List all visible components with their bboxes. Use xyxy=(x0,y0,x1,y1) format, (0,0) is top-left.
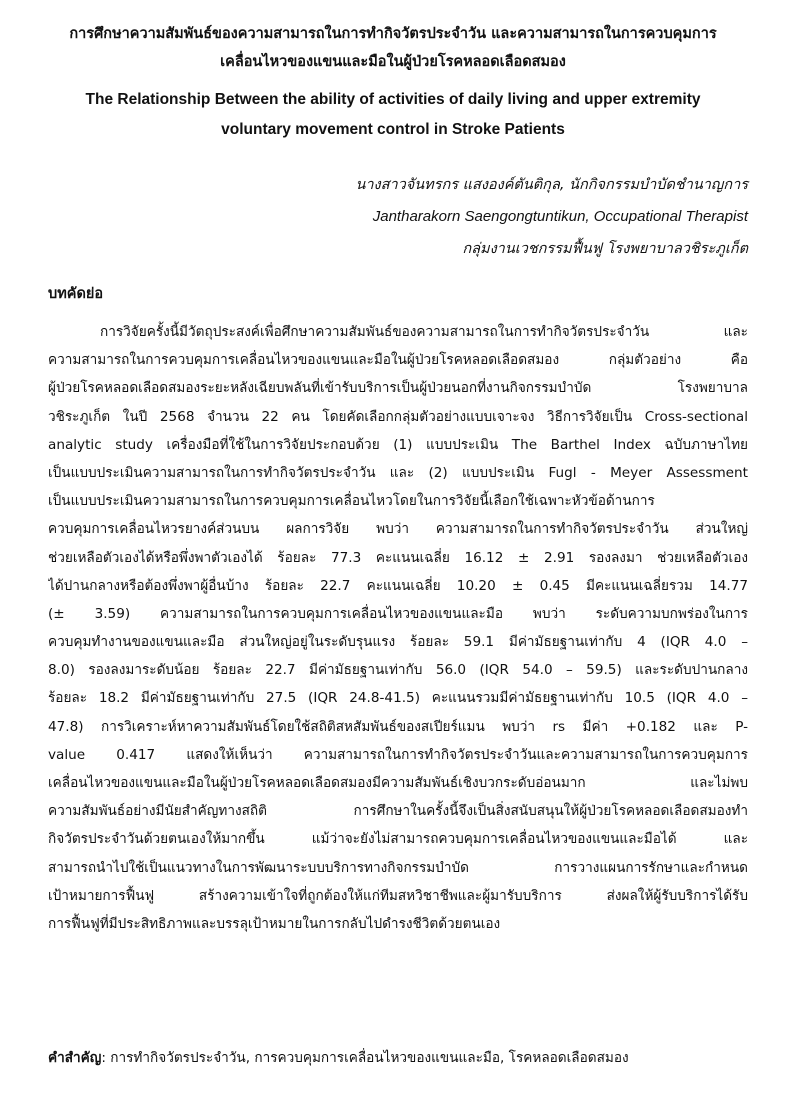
abstract-line: ร้อยละ 18.2 มีค่ามัธยฐานเท่ากับ 27.5 (IQR 24.8-41.5) คะแนนรวมมีค่ามัธยฐานเท่ากับ 10.5 (IQR 4.0 – xyxy=(48,690,748,707)
abstract-line: analytic study เครื่องมือที่ใช้ในการวิจัยประกอบด้วย (1) แบบประเมิน The Barthel Index ฉบับภาษาไทย xyxy=(48,436,748,453)
abstract-line: ควบคุมทำงานของแขนและมือ ส่วนใหญ่อยู่ในระดับรุนแรง ร้อยละ 59.1 มีค่ามัธยฐานเท่ากับ 4 (IQR 4.0 – xyxy=(48,634,748,651)
abstract-line: กิจวัตรประจำวันด้วยตนเองให้มากขึ้น แม้ว่าจะยังไม่สามารถควบคุมการเคลื่อนไหวของแขนและมือได้ และ xyxy=(48,831,748,848)
abstract-line: เป็นแบบประเมินความสามารถในการควบคุมการเคลื่อนไหวโดยในการวิจัยนี้เลือกใช้เฉพาะหัวข้อด้านการ xyxy=(48,493,655,510)
abstract-line: เป้าหมายการฟื้นฟู สร้างความเข้าใจที่ถูกต้องให้แก่ทีมสหวิชาชีพและผู้มารับบริการ ส่งผลให้ผู้รับบริการได้รับ xyxy=(48,887,748,904)
abstract-body xyxy=(48,318,748,938)
abstract-heading: บทคัดย่อ xyxy=(48,286,104,302)
title-thai-line-2: เคลื่อนไหวของแขนและมือในผู้ป่วยโรคหลอดเลือดสมอง xyxy=(220,54,566,70)
abstract-line: การวิจัยครั้งนี้มีวัตถุประสงค์เพื่อศึกษาความสัมพันธ์ของความสามารถในการทำกิจวัตรประจำวัน และ xyxy=(100,324,748,340)
author-affiliation: กลุ่มงานเวชกรรมฟื้นฟู โรงพยาบาลวชิระภูเก็ต xyxy=(462,241,748,257)
author-name-english: Jantharakorn Saengongtuntikun, Occupational Therapist xyxy=(372,208,748,225)
title-thai-line-1: การศึกษาความสัมพันธ์ของความสามารถในการทำกิจวัตรประจำวัน และความสามารถในการควบคุมการ xyxy=(69,26,717,42)
abstract-line: สามารถนำไปใช้เป็นแนวทางในการพัฒนาระบบบริการทางกิจกรรมบำบัด การวางแผนการรักษาและกำหนด xyxy=(48,859,748,876)
abstract-line: ความสามารถในการควบคุมการเคลื่อนไหวของแขนและมือในผู้ป่วยโรคหลอดเลือดสมอง กลุ่มตัวอย่าง คือ xyxy=(48,352,748,369)
abstract-line: เคลื่อนไหวของแขนและมือในผู้ป่วยโรคหลอดเลือดสมองมีความสัมพันธ์เชิงบวกระดับอ่อนมาก และไม่พบ xyxy=(48,775,748,791)
abstract-line: วชิระภูเก็ต ในปี 2568 จำนวน 22 คน โดยคัดเลือกกลุ่มตัวอย่างแบบเจาะจง วิธีการวิจัยเป็น Cross-sectional xyxy=(48,408,748,425)
abstract-line: ได้ปานกลางหรือต้องพึ่งพาผู้อื่นบ้าง ร้อยละ 22.7 คะแนนเฉลี่ย 10.20 ± 0.45 มีคะแนนเฉลี่ยรวม 14.77 xyxy=(48,577,748,594)
abstract-line: ความสัมพันธ์อย่างมีนัยสำคัญทางสถิติ การศึกษาในครั้งนี้จึงเป็นสิ่งสนับสนุนให้ผู้ป่วยโรคหลอดเลือดสมองทำ xyxy=(48,803,748,820)
abstract-line: 8.0) รองลงมาระดับน้อย ร้อยละ 22.7 มีค่ามัธยฐานเท่ากับ 56.0 (IQR 54.0 – 59.5) และระดับปานกลาง xyxy=(48,662,748,679)
abstract-line: เป็นแบบประเมินความสามารถในการทำกิจวัตรประจำวัน และ (2) แบบประเมิน Fugl - Meyer Assessment xyxy=(48,464,748,481)
title-english-line-1: The Relationship Between the ability of activities of daily living and upper extremity xyxy=(85,91,701,108)
keywords-text: : การทำกิจวัตรประจำวัน, การควบคุมการเคลื่อนไหวของแขนและมือ, โรคหลอดเลือดสมอง xyxy=(101,1050,629,1066)
title-english-line-2: voluntary movement control in Stroke Patients xyxy=(221,121,565,138)
abstract-line: ช่วยเหลือตัวเองได้หรือพึ่งพาตัวเองได้ ร้อยละ 77.3 คะแนนเฉลี่ย 16.12 ± 2.91 รองลงมา ช่วยเหลือตัวเอง xyxy=(48,549,748,566)
abstract-line: value 0.417 แสดงให้เห็นว่า ความสามารถในการทำกิจวัตรประจำวันและความสามารถในการควบคุมการ xyxy=(48,746,748,763)
abstract-line: (± 3.59) ความสามารถในการควบคุมการเคลื่อนไหวของแขนและมือ พบว่า ระดับความบกพร่องในการ xyxy=(48,605,748,622)
abstract-line: การฟื้นฟูที่มีประสิทธิภาพและบรรลุเป้าหมายในการกลับไปดำรงชีวิตด้วยตนเอง xyxy=(48,915,501,932)
abstract-line: ควบคุมการเคลื่อนไหวรยางค์ส่วนบน ผลการวิจัย พบว่า ความสามารถในการทำกิจวัตรประจำวัน ส่วนใหญ่ xyxy=(48,521,748,538)
abstract-line: 47.8) การวิเคราะห์หาความสัมพันธ์โดยใช้สถิติสหสัมพันธ์ของสเปียร์แมน พบว่า rs มีค่า +0.182 และ P- xyxy=(48,718,748,735)
keywords xyxy=(48,1045,629,1071)
author-name-thai: นางสาวจันทรกร แสงองค์ตันติกุล, นักกิจกรรมบำบัดชำนาญการ xyxy=(355,177,748,193)
keywords-label: คำสำคัญ xyxy=(48,1050,102,1066)
abstract-line: ผู้ป่วยโรคหลอดเลือดสมองระยะหลังเฉียบพลันที่เข้ารับบริการเป็นผู้ป่วยนอกที่งานกิจกรรมบำบัด โรงพยาบาล xyxy=(48,380,748,397)
